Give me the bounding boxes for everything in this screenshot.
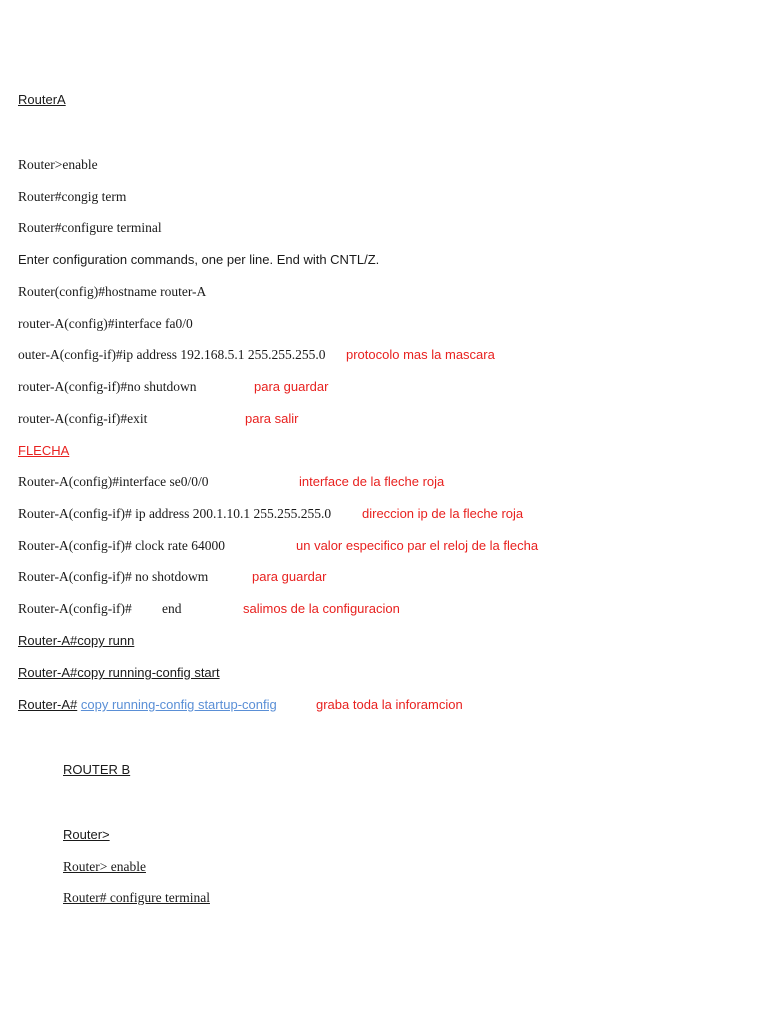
copy-running-config-link[interactable]: copy running-config startup-config — [80, 697, 277, 712]
cmd-ip-address-se: Router-A(config-if)# ip address 200.1.10.1 255.255.255.0 — [18, 506, 332, 521]
note-no-shutdown: para guardar — [254, 379, 329, 394]
cmd-no-shutdown: router-A(config-if)#no shutdown — [18, 379, 197, 394]
note-clock-rate: un valor especifico par el reloj de la flecha — [296, 538, 539, 553]
cmd-interface-fa: router-A(config)#interface fa0/0 — [18, 316, 193, 331]
cmd-copy-full-line — [18, 697, 277, 713]
router-b-cmd-configure: Router# configure terminal — [63, 890, 210, 905]
router-a-heading: RouterA — [18, 92, 66, 107]
cmd-copy-start: Router-A#copy running-config start — [18, 665, 220, 680]
enter-config-message: Enter configuration commands, one per line. End with CNTL/Z. — [18, 252, 380, 267]
cmd-end: end — [162, 601, 182, 616]
cmd-copy-full-prefix: Router-A# — [18, 697, 78, 712]
note-copy-full: graba toda la inforamcion — [316, 697, 463, 712]
note-exit: para salir — [245, 411, 299, 426]
note-no-shotdowm: para guardar — [252, 569, 327, 584]
note-interface-se: interface de la fleche roja — [299, 474, 445, 489]
note-end: salimos de la configuracion — [243, 601, 400, 616]
cmd-hostname: Router(config)#hostname router-A — [18, 284, 207, 299]
router-b-prompt: Router> — [63, 827, 110, 842]
cmd-enable: Router>enable — [18, 157, 98, 172]
cmd-clock-rate: Router-A(config-if)# clock rate 64000 — [18, 538, 226, 553]
cmd-congig-term: Router#congig term — [18, 189, 127, 204]
note-ip-address-se: direccion ip de la fleche roja — [362, 506, 524, 521]
cmd-copy-runn: Router-A#copy runn — [18, 633, 135, 648]
router-b-cmd-enable: Router> enable — [63, 859, 146, 874]
cmd-interface-se: Router-A(config)#interface se0/0/0 — [18, 474, 209, 489]
cmd-configure-terminal: Router#configure terminal — [18, 220, 162, 235]
cmd-end-prefix: Router-A(config-if)# — [18, 601, 132, 616]
note-ip-address-a: protocolo mas la mascara — [346, 347, 495, 362]
cmd-no-shotdowm: Router-A(config-if)# no shotdowm — [18, 569, 209, 584]
flecha-heading: FLECHA — [18, 443, 70, 458]
router-b-heading: ROUTER B — [63, 762, 131, 777]
cmd-ip-address-a: outer-A(config-if)#ip address 192.168.5.1 255.255.255.0 — [18, 347, 326, 362]
cmd-exit: router-A(config-if)#exit — [18, 411, 148, 426]
